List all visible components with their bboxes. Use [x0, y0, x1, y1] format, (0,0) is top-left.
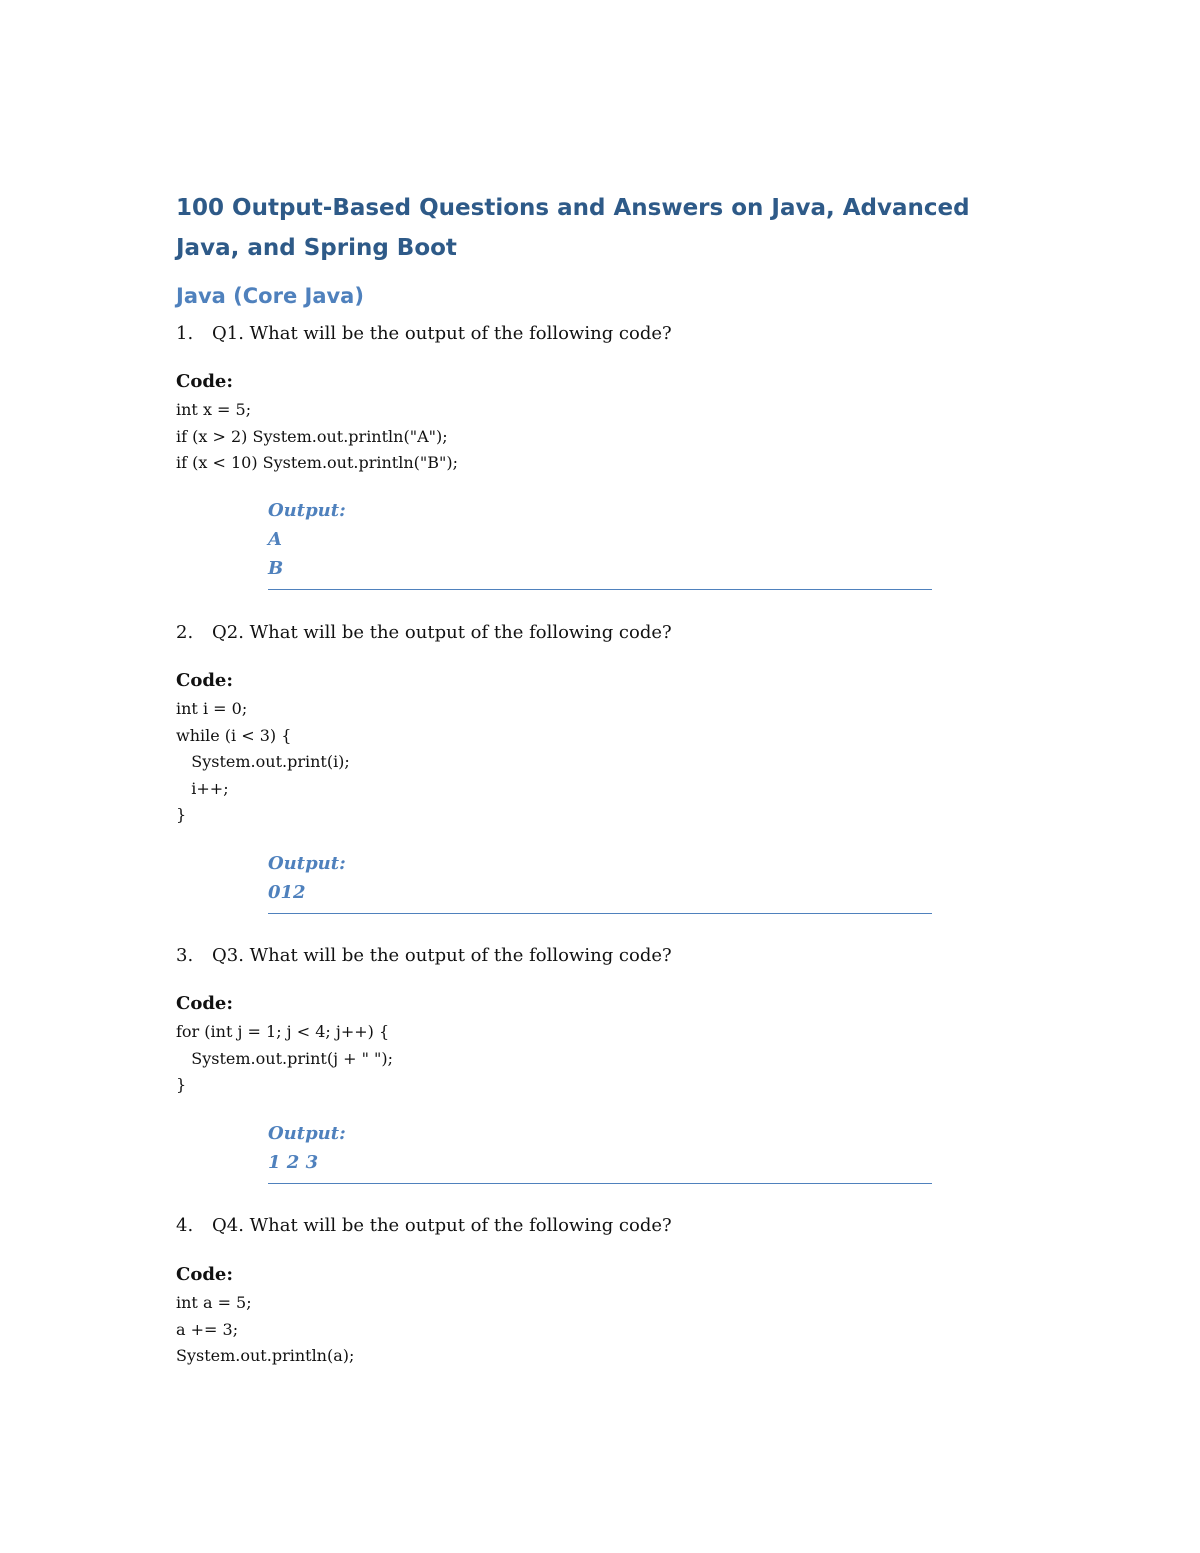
question-text: Q3. What will be the output of the following code? [212, 945, 672, 966]
question-2 [176, 622, 672, 643]
code-label: Code: [176, 371, 234, 392]
document-title: 100 Output-Based Questions and Answers on Java, Advanced Java, and Spring Boot [176, 195, 970, 261]
output-value: 012 [268, 882, 306, 903]
question-3 [176, 945, 672, 966]
question-number: 2. [176, 622, 194, 643]
code-label: Code: [176, 1264, 234, 1285]
output-label: Output: [268, 1123, 346, 1144]
section-heading: Java (Core Java) [176, 284, 364, 308]
code-block: int x = 5; if (x > 2) System.out.println("A"); if (x < 10) System.out.println("B"); [176, 400, 458, 472]
code-block: int i = 0; while (i < 3) { System.out.print(i); i++; } [176, 699, 350, 824]
output-label: Output: [268, 853, 346, 874]
output-block [268, 1119, 932, 1184]
question-number: 4. [176, 1215, 194, 1236]
code-block: int a = 5; a += 3; System.out.println(a); [176, 1293, 355, 1365]
question-number: 1. [176, 323, 194, 344]
question-text: Q4. What will be the output of the following code? [212, 1215, 672, 1236]
question-text: Q2. What will be the output of the following code? [212, 622, 672, 643]
question-1 [176, 323, 672, 344]
question-4 [176, 1215, 672, 1236]
output-value: 1 2 3 [268, 1152, 319, 1173]
output-block [268, 849, 932, 914]
code-label: Code: [176, 670, 234, 691]
output-label: Output: [268, 500, 346, 521]
output-value: A B [268, 529, 284, 579]
question-number: 3. [176, 945, 194, 966]
output-block [268, 496, 932, 590]
code-label: Code: [176, 993, 234, 1014]
question-text: Q1. What will be the output of the following code? [212, 323, 672, 344]
code-block: for (int j = 1; j < 4; j++) { System.out.print(j + " "); } [176, 1022, 394, 1094]
